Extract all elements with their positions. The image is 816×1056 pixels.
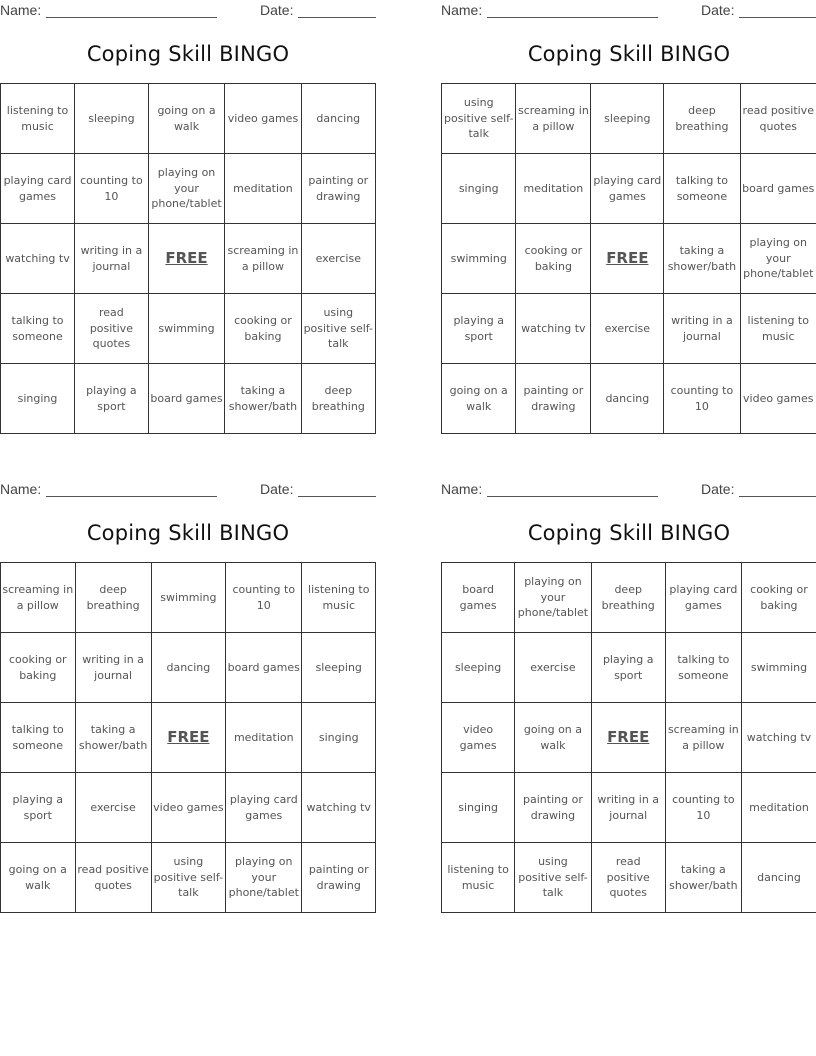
bingo-cell[interactable]: writing in a journal [75, 633, 151, 703]
bingo-cell[interactable]: board games [226, 633, 302, 703]
date-label: Date: [701, 2, 735, 18]
bingo-cell[interactable]: exercise [515, 633, 591, 703]
free-space-cell[interactable]: FREE [151, 703, 225, 773]
bingo-cell[interactable]: video games [151, 773, 225, 843]
name-blank-line[interactable] [46, 17, 217, 18]
bingo-row [442, 84, 816, 154]
bingo-cell[interactable]: talking to someone [664, 154, 740, 224]
date-label: Date: [260, 2, 294, 18]
bingo-cell[interactable]: screaming in a pillow [516, 84, 591, 154]
bingo-cell[interactable]: painting or drawing [301, 154, 375, 224]
bingo-cell[interactable]: writing in a journal [591, 773, 665, 843]
bingo-cell[interactable]: deep breathing [301, 364, 375, 434]
free-space-cell[interactable]: FREE [591, 224, 664, 294]
bingo-cell[interactable]: dancing [301, 84, 375, 154]
bingo-grid [0, 83, 376, 434]
bingo-row [442, 154, 816, 224]
bingo-cell[interactable]: counting to 10 [665, 773, 741, 843]
bingo-cell[interactable]: taking a shower/bath [75, 703, 151, 773]
name-label: Name: [0, 481, 42, 497]
bingo-cell[interactable]: sleeping [442, 633, 515, 703]
bingo-row [442, 773, 816, 843]
bingo-cell[interactable]: listening to music [302, 563, 376, 633]
name-date-row [0, 2, 376, 20]
bingo-cell[interactable]: dancing [151, 633, 225, 703]
bingo-cell[interactable]: painting or drawing [516, 364, 591, 434]
bingo-cell[interactable]: playing card games [591, 154, 664, 224]
bingo-cell[interactable]: playing on your phone/tablet [148, 154, 225, 224]
bingo-cell[interactable]: going on a walk [148, 84, 225, 154]
bingo-cell[interactable]: screaming in a pillow [665, 703, 741, 773]
bingo-cell[interactable]: going on a walk [1, 843, 76, 913]
bingo-cell[interactable]: listening to music [1, 84, 75, 154]
bingo-cell[interactable]: sleeping [75, 84, 149, 154]
bingo-cell[interactable]: swimming [442, 224, 516, 294]
bingo-row [442, 563, 816, 633]
bingo-cell[interactable]: listening to music [740, 294, 816, 364]
bingo-cell[interactable]: exercise [301, 224, 375, 294]
date-blank-line[interactable] [298, 496, 376, 497]
bingo-grid [441, 562, 816, 913]
bingo-cell[interactable]: talking to someone [665, 633, 741, 703]
bingo-cell[interactable]: read positive quotes [591, 843, 665, 913]
bingo-cell[interactable]: deep breathing [75, 563, 151, 633]
bingo-cell[interactable]: singing [1, 364, 75, 434]
bingo-cell[interactable]: read positive quotes [75, 843, 151, 913]
bingo-cell[interactable]: counting to 10 [664, 364, 740, 434]
bingo-cell[interactable]: watching tv [516, 294, 591, 364]
bingo-cell[interactable]: exercise [591, 294, 664, 364]
bingo-row [442, 294, 816, 364]
bingo-row [1, 843, 376, 913]
date-label: Date: [260, 481, 294, 497]
bingo-cell[interactable]: using positive self-talk [301, 294, 375, 364]
bingo-cell[interactable]: deep breathing [664, 84, 740, 154]
bingo-cell[interactable]: swimming [148, 294, 225, 364]
bingo-cell[interactable]: watching tv [1, 224, 75, 294]
bingo-cell[interactable]: dancing [591, 364, 664, 434]
bingo-cell[interactable]: cooking or baking [741, 563, 816, 633]
bingo-cell[interactable]: meditation [226, 703, 302, 773]
bingo-cell[interactable]: sleeping [302, 633, 376, 703]
bingo-cell[interactable]: cooking or baking [225, 294, 301, 364]
bingo-cell[interactable]: deep breathing [591, 563, 665, 633]
bingo-cell[interactable]: read positive quotes [740, 84, 816, 154]
bingo-row [442, 224, 816, 294]
name-label: Name: [441, 481, 483, 497]
bingo-row [1, 633, 376, 703]
bingo-cell[interactable]: meditation [225, 154, 301, 224]
free-space-cell[interactable]: FREE [148, 224, 225, 294]
bingo-grid [441, 83, 816, 434]
bingo-cell[interactable]: going on a walk [442, 364, 516, 434]
bingo-cell[interactable]: playing on your phone/tablet [740, 224, 816, 294]
bingo-cell[interactable]: singing [302, 703, 376, 773]
bingo-cell[interactable]: talking to someone [1, 703, 76, 773]
bingo-cell[interactable]: painting or drawing [302, 843, 376, 913]
bingo-cell[interactable]: dancing [741, 843, 816, 913]
bingo-grid [0, 562, 376, 913]
bingo-cell[interactable]: swimming [741, 633, 816, 703]
bingo-cell[interactable]: singing [442, 773, 515, 843]
card-title: Coping Skill BINGO [527, 42, 731, 66]
name-blank-line[interactable] [46, 496, 217, 497]
bingo-row [1, 703, 376, 773]
bingo-cell[interactable]: screaming in a pillow [225, 224, 301, 294]
bingo-cell[interactable]: counting to 10 [75, 154, 149, 224]
bingo-row [1, 364, 376, 434]
bingo-row [442, 364, 816, 434]
bingo-cell[interactable]: exercise [75, 773, 151, 843]
bingo-cell[interactable]: playing on your phone/tablet [515, 563, 591, 633]
bingo-cell[interactable]: board games [148, 364, 225, 434]
name-label: Name: [441, 2, 483, 18]
card-title: Coping Skill BINGO [527, 521, 731, 545]
bingo-cell[interactable]: using positive self-talk [151, 843, 225, 913]
bingo-cell[interactable]: playing a sport [75, 364, 149, 434]
bingo-cell[interactable]: painting or drawing [515, 773, 591, 843]
bingo-cell[interactable]: playing on your phone/tablet [226, 843, 302, 913]
bingo-cell[interactable]: taking a shower/bath [225, 364, 301, 434]
bingo-row [1, 224, 376, 294]
name-label: Name: [0, 2, 42, 18]
bingo-cell[interactable]: playing card games [1, 154, 75, 224]
bingo-row [1, 154, 376, 224]
free-space-cell[interactable]: FREE [591, 703, 665, 773]
card-title: Coping Skill BINGO [86, 521, 290, 545]
bingo-row [442, 703, 816, 773]
name-date-row [441, 481, 816, 499]
bingo-cell[interactable]: taking a shower/bath [665, 843, 741, 913]
bingo-cell[interactable]: writing in a journal [75, 224, 149, 294]
bingo-row [1, 773, 376, 843]
bingo-cell[interactable]: board games [442, 563, 515, 633]
bingo-row [1, 84, 376, 154]
bingo-cell[interactable]: writing in a journal [664, 294, 740, 364]
bingo-cell[interactable]: cooking or baking [1, 633, 76, 703]
name-date-row [441, 2, 816, 20]
bingo-cell[interactable]: meditation [516, 154, 591, 224]
date-label: Date: [701, 481, 735, 497]
bingo-cell[interactable]: counting to 10 [226, 563, 302, 633]
bingo-cell[interactable]: going on a walk [515, 703, 591, 773]
bingo-cell[interactable]: board games [740, 154, 816, 224]
bingo-cell[interactable]: playing a sport [1, 773, 76, 843]
bingo-cell[interactable]: read positive quotes [75, 294, 149, 364]
bingo-cell[interactable]: listening to music [442, 843, 515, 913]
name-date-row [0, 481, 376, 499]
bingo-cell[interactable]: playing card games [226, 773, 302, 843]
bingo-cell[interactable]: meditation [741, 773, 816, 843]
card-title: Coping Skill BINGO [86, 42, 290, 66]
bingo-cell[interactable]: video games [442, 703, 515, 773]
bingo-cell[interactable]: swimming [151, 563, 225, 633]
bingo-cell[interactable]: video games [225, 84, 301, 154]
bingo-cell[interactable]: playing card games [665, 563, 741, 633]
bingo-cell[interactable]: video games [740, 364, 816, 434]
date-blank-line[interactable] [298, 17, 376, 18]
date-blank-line[interactable] [739, 17, 816, 18]
bingo-cell[interactable]: watching tv [741, 703, 816, 773]
name-blank-line[interactable] [487, 17, 658, 18]
bingo-row [442, 843, 816, 913]
bingo-cell[interactable]: talking to someone [1, 294, 75, 364]
bingo-row [1, 563, 376, 633]
bingo-cell[interactable]: using positive self-talk [442, 84, 516, 154]
bingo-cell[interactable]: playing a sport [442, 294, 516, 364]
bingo-cell[interactable]: sleeping [591, 84, 664, 154]
bingo-cell[interactable]: singing [442, 154, 516, 224]
bingo-row [1, 294, 376, 364]
bingo-row [442, 633, 816, 703]
name-blank-line[interactable] [487, 496, 658, 497]
bingo-cell[interactable]: cooking or baking [516, 224, 591, 294]
bingo-cell[interactable]: using positive self-talk [515, 843, 591, 913]
bingo-cell[interactable]: taking a shower/bath [664, 224, 740, 294]
bingo-cell[interactable]: playing a sport [591, 633, 665, 703]
bingo-cell[interactable]: screaming in a pillow [1, 563, 76, 633]
date-blank-line[interactable] [739, 496, 816, 497]
bingo-cell[interactable]: watching tv [302, 773, 376, 843]
